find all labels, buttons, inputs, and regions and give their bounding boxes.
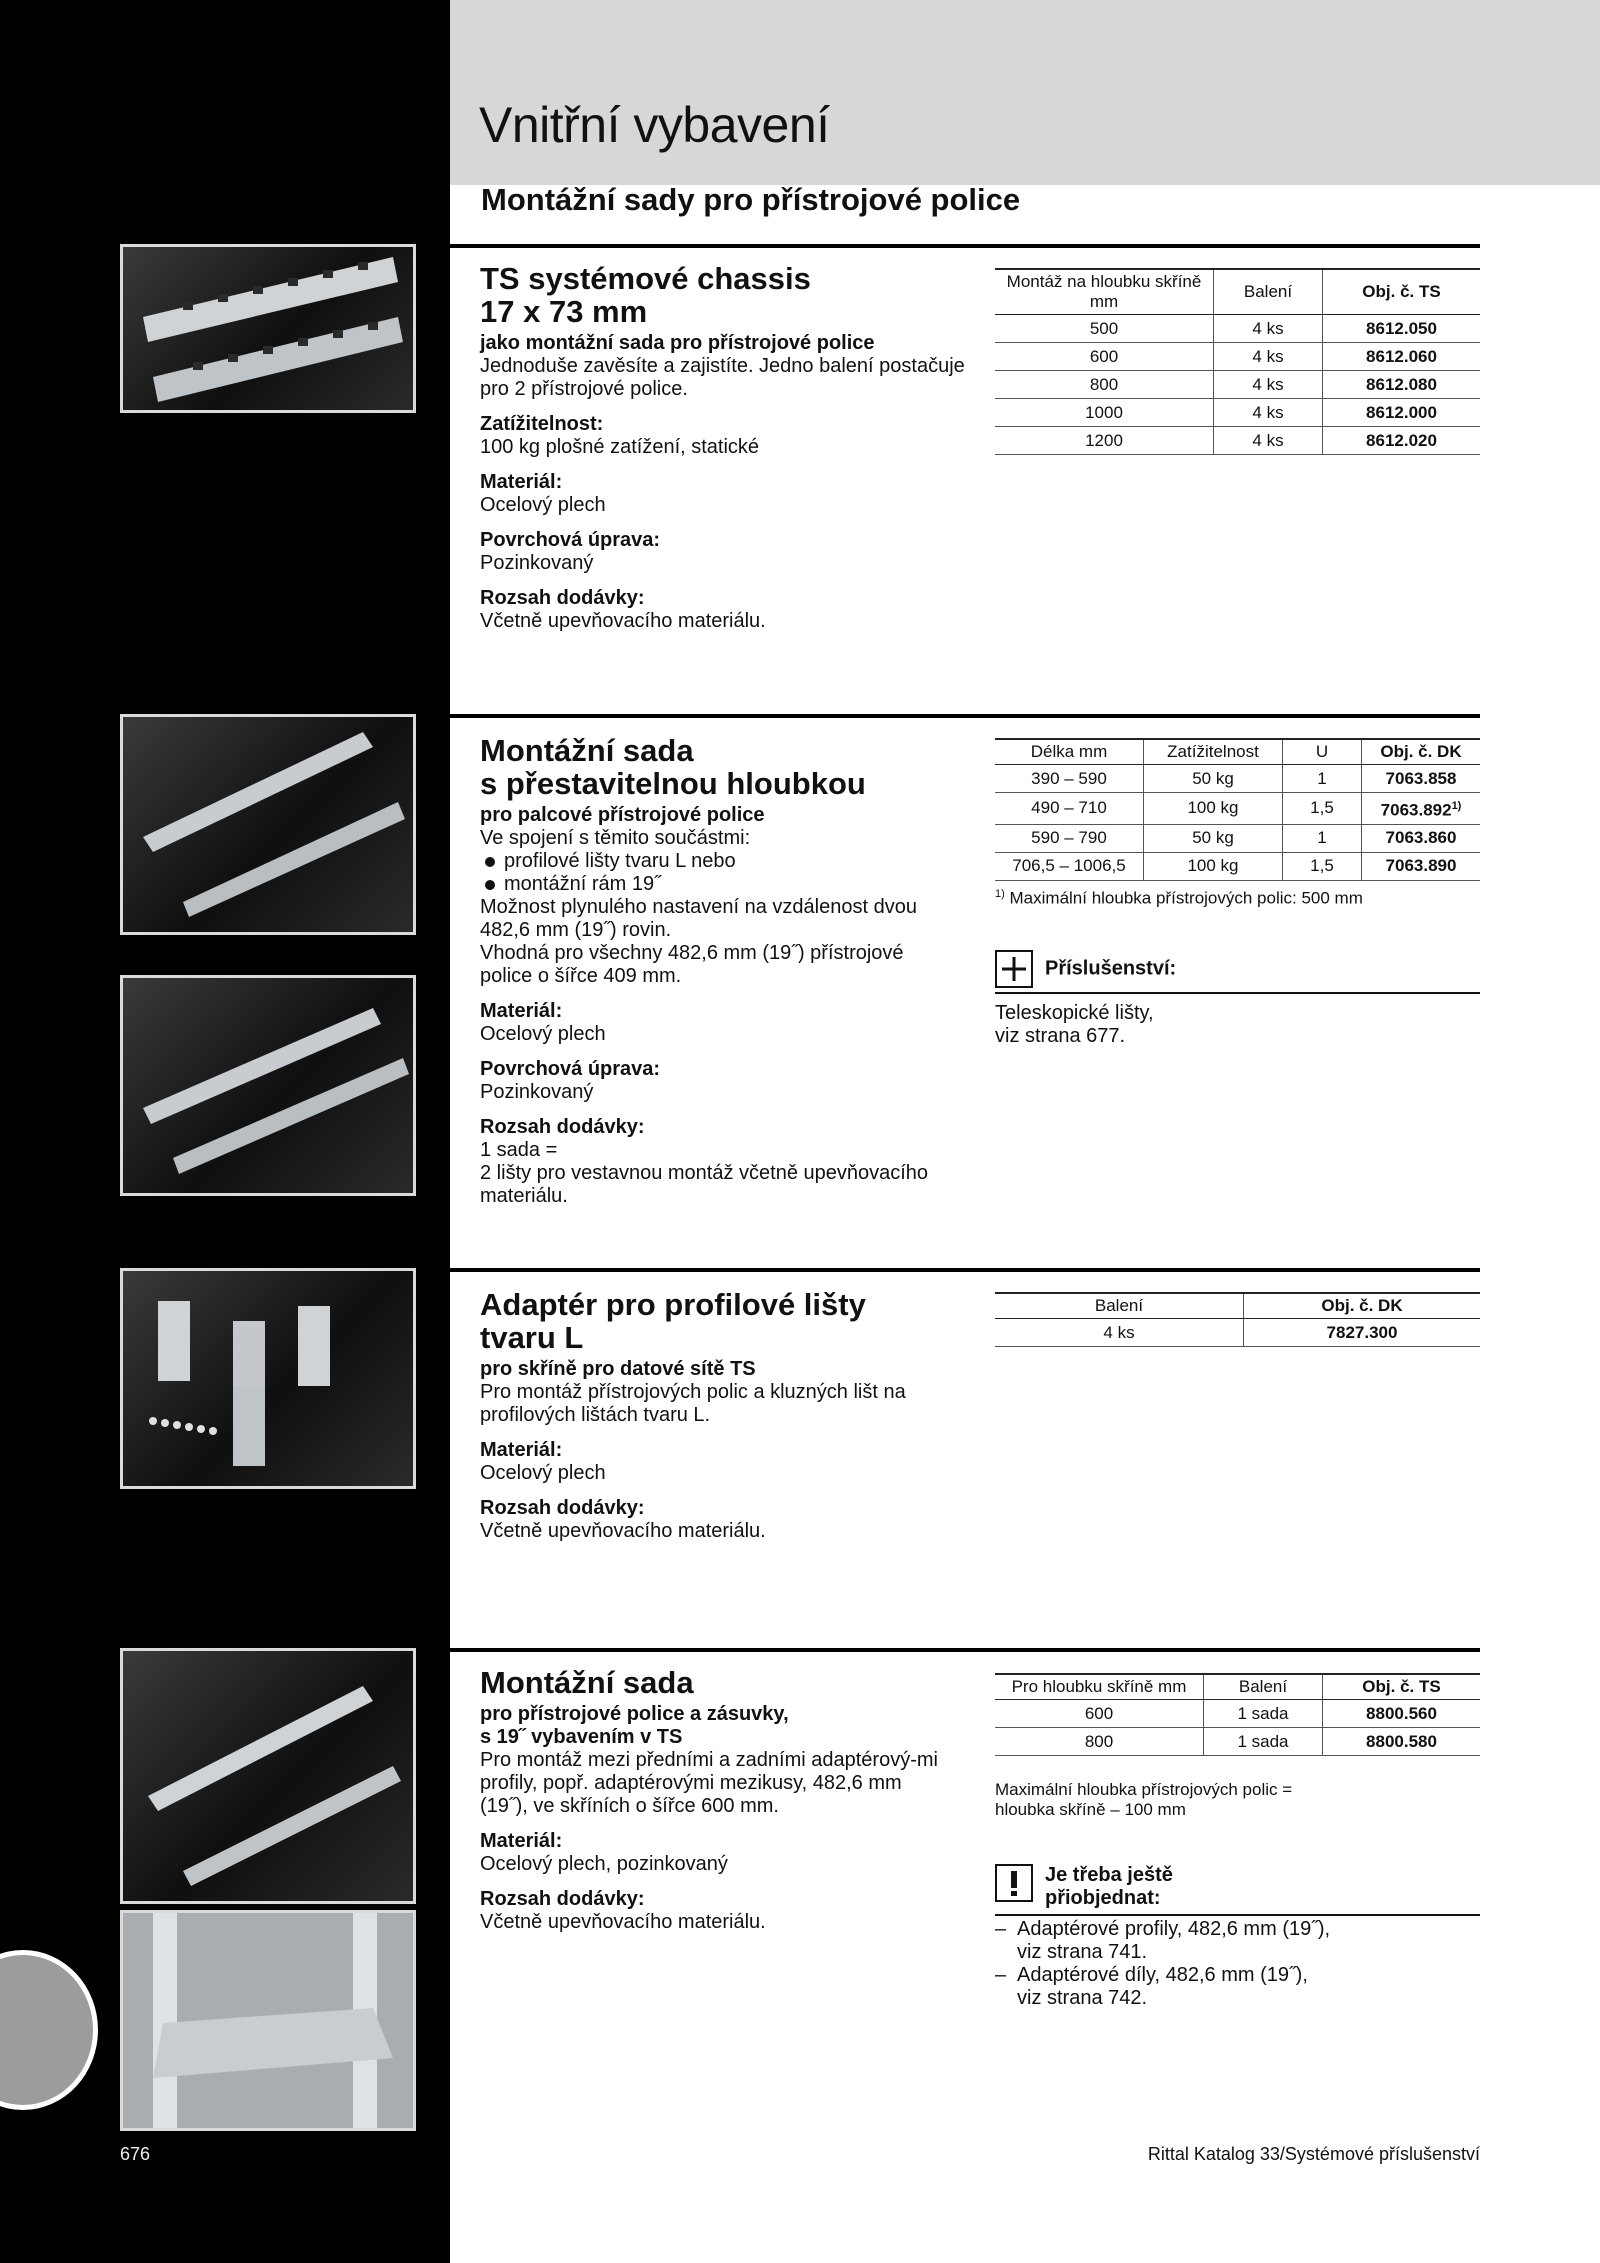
load-value: 100 kg plošné zatížení, statické xyxy=(480,436,760,458)
installed-illustration xyxy=(123,1913,413,2128)
table-cell: 8612.050 xyxy=(1323,315,1481,343)
section-heading: Montážní sada xyxy=(480,1665,694,1700)
table-header: Obj. č. TS xyxy=(1323,269,1481,315)
table-row xyxy=(995,315,1480,343)
depth-note: Maximální hloubka přístrojových polic = hloubka skříně – 100 mm xyxy=(995,1780,1293,1819)
table-row xyxy=(995,852,1480,880)
order-number: 7063.890 xyxy=(1385,856,1457,876)
adapter-illustration xyxy=(123,1271,413,1486)
material-value: Ocelový plech, pozinkovaný xyxy=(480,1853,728,1875)
table-header: Balení xyxy=(995,1293,1244,1319)
list-item xyxy=(995,1964,1330,2010)
table-header: Pro hloubku skříně mm xyxy=(995,1674,1204,1700)
plus-icon xyxy=(995,950,1033,988)
section-divider xyxy=(450,244,1480,248)
material-label: Materiál: xyxy=(480,1000,563,1022)
table-cell: 4 ks xyxy=(1214,371,1323,399)
footnote-mark: 1) xyxy=(1451,800,1462,812)
material-label: Materiál: xyxy=(480,471,563,493)
supply-label: Rozsah dodávky: xyxy=(480,1497,645,1519)
list-item: profilové lišty tvaru L nebo xyxy=(480,850,960,873)
surface-value: Pozinkovaný xyxy=(480,1081,594,1103)
supply-value: Včetně upevňovacího materiálu. xyxy=(480,1911,766,1933)
table-row xyxy=(995,1728,1480,1756)
table-cell: 390 – 590 xyxy=(995,765,1144,793)
surface-value: Pozinkovaný xyxy=(480,552,594,574)
supply-value: Včetně upevňovacího materiálu. xyxy=(480,610,766,632)
section-ts-chassis xyxy=(480,262,980,633)
table-cell: 8612.060 xyxy=(1323,343,1481,371)
heading-line: TS systémové chassis xyxy=(480,261,811,296)
supply-label: Rozsah dodávky: xyxy=(480,1116,645,1138)
table-cell: 600 xyxy=(995,1700,1204,1728)
table-cell xyxy=(1362,824,1481,852)
material-value: Ocelový plech xyxy=(480,1023,606,1045)
heading-line: tvaru L xyxy=(480,1320,584,1355)
accessory-line: Teleskopické lišty, xyxy=(995,1002,1154,1024)
label-line: Je třeba ještě xyxy=(1045,1864,1173,1886)
table-cell xyxy=(1362,793,1481,825)
order-table-adapter xyxy=(995,1292,1480,1347)
table-cell: 7827.300 xyxy=(1244,1319,1481,1347)
table-cell: 800 xyxy=(995,1728,1204,1756)
table-header: Obj. č. TS xyxy=(1323,1674,1481,1700)
section-heading xyxy=(480,734,960,800)
rails-illustration xyxy=(123,717,413,932)
section-heading xyxy=(480,262,980,328)
table-row xyxy=(995,765,1480,793)
order-number: 7063.892 xyxy=(1380,800,1452,820)
order-also-list xyxy=(995,1918,1330,2010)
product-photo-adapter xyxy=(120,1268,416,1489)
table-header: Obj. č. DK xyxy=(1244,1293,1481,1319)
heading-line: Adaptér pro profilové lišty xyxy=(480,1287,866,1322)
table-cell: 800 xyxy=(995,371,1214,399)
table-cell: 1,5 xyxy=(1283,852,1362,880)
table-row xyxy=(995,1700,1480,1728)
exclamation-icon xyxy=(995,1864,1033,1902)
footnote-text: Maximální hloubka přístrojových polic: 500 mm xyxy=(1009,888,1363,908)
list-item xyxy=(995,1918,1330,1964)
table-cell: 100 kg xyxy=(1144,852,1283,880)
section-subtitle: pro přístrojové police a zásuvky, xyxy=(480,1703,789,1725)
table-header: Balení xyxy=(1204,1674,1323,1700)
section-subtitle: s 19˝ vybavením v TS xyxy=(480,1726,683,1748)
label-line: přiobjednat: xyxy=(1045,1887,1161,1909)
section-description: Pro montáž přístrojových polic a kluzných lišt na profilových lištách tvaru L. xyxy=(480,1381,906,1426)
table-header: Montáž na hloubku skříně mm xyxy=(995,269,1214,315)
heading-line: s přestavitelnou hloubkou xyxy=(480,766,866,801)
accessories-header xyxy=(995,950,1480,994)
table-cell: 8800.580 xyxy=(1323,1728,1481,1756)
supply-value: Včetně upevňovacího materiálu. xyxy=(480,1520,766,1542)
table-header: Balení xyxy=(1214,269,1323,315)
table-row xyxy=(995,343,1480,371)
page-subtitle: Montážní sady pro přístrojové police xyxy=(481,182,1021,217)
table-cell: 100 kg xyxy=(1144,793,1283,825)
section-divider xyxy=(450,714,1480,718)
surface-label: Povrchová úprava: xyxy=(480,1058,661,1080)
table-cell: 8612.000 xyxy=(1323,399,1481,427)
table-cell: 490 – 710 xyxy=(995,793,1144,825)
component-list xyxy=(480,850,960,896)
table-row xyxy=(995,793,1480,825)
product-photo-rails-2 xyxy=(120,975,416,1196)
section-adjustable-depth xyxy=(480,734,960,1208)
order-number: 7063.860 xyxy=(1385,828,1457,848)
table-cell: 706,5 – 1006,5 xyxy=(995,852,1144,880)
table-cell: 600 xyxy=(995,343,1214,371)
supply-value: 1 sada = xyxy=(480,1139,558,1161)
table-cell: 8612.020 xyxy=(1323,427,1481,455)
product-photo-rails-1 xyxy=(120,714,416,935)
table-header-row xyxy=(995,739,1480,765)
item-line: viz strana 742. xyxy=(1017,1987,1148,2009)
accessories-text xyxy=(995,1002,1154,1048)
order-also-header xyxy=(995,1864,1480,1916)
material-label: Materiál: xyxy=(480,1439,563,1461)
supply-label: Rozsah dodávky: xyxy=(480,1888,645,1910)
material-label: Materiál: xyxy=(480,1830,563,1852)
item-line: viz strana 741. xyxy=(1017,1941,1148,1963)
section-description: Vhodná pro všechny 482,6 mm (19˝) přístrojové police o šířce 409 mm. xyxy=(480,942,904,987)
section-subtitle: pro skříně pro datové sítě TS xyxy=(480,1358,756,1380)
heading-line: 17 x 73 mm xyxy=(480,294,648,329)
section-divider xyxy=(450,1268,1480,1272)
section-description: Pro montáž mezi předními a zadními adaptérový-mi profily, popř. adaptérovými mezikusy, 482,6 mm (19˝), ve skříních o šířce 600 mm. xyxy=(480,1749,938,1817)
order-table-adjustable xyxy=(995,738,1480,881)
table-cell: 500 xyxy=(995,315,1214,343)
table-cell xyxy=(1362,765,1481,793)
table-header: Délka mm xyxy=(995,739,1144,765)
table-cell: 50 kg xyxy=(1144,824,1283,852)
table-row xyxy=(995,427,1480,455)
product-photo-mounting-set xyxy=(120,1648,416,1904)
table-header-row xyxy=(995,1674,1480,1700)
table-cell xyxy=(1362,852,1481,880)
surface-label: Povrchová úprava: xyxy=(480,529,661,551)
table-cell: 590 – 790 xyxy=(995,824,1144,852)
order-table-chassis xyxy=(995,268,1480,455)
section-divider xyxy=(450,1648,1480,1652)
table-header-row xyxy=(995,269,1480,315)
list-item: montážní rám 19˝ xyxy=(480,873,960,896)
table-header: U xyxy=(1283,739,1362,765)
item-line: Adaptérové díly, 482,6 mm (19˝), xyxy=(1017,1964,1308,1986)
section-heading xyxy=(480,1288,980,1354)
section-description: Jednoduše zavěsíte a zajistíte. Jedno balení postačuje pro 2 přístrojové police. xyxy=(480,355,965,400)
page-title: Vnitřní vybavení xyxy=(479,97,830,153)
table-header: Zatížitelnost xyxy=(1144,739,1283,765)
table-cell: 4 ks xyxy=(995,1319,1244,1347)
accessories-label: Příslušenství: xyxy=(1045,957,1177,980)
rails-illustration xyxy=(123,978,413,1193)
table-cell: 4 ks xyxy=(1214,343,1323,371)
table-cell: 4 ks xyxy=(1214,315,1323,343)
supply-label: Rozsah dodávky: xyxy=(480,587,645,609)
accessory-line: viz strana 677. xyxy=(995,1025,1126,1047)
supply-value: 2 lišty pro vestavnou montáž včetně upevňovacího materiálu. xyxy=(480,1162,929,1207)
table-cell: 1 xyxy=(1283,765,1362,793)
table-cell: 50 kg xyxy=(1144,765,1283,793)
section-adapter xyxy=(480,1288,980,1543)
table-cell: 4 ks xyxy=(1214,427,1323,455)
footer-catalog: Rittal Katalog 33/Systémové příslušenství xyxy=(1147,2144,1480,2164)
table-header-row xyxy=(995,1293,1480,1319)
table-row xyxy=(995,399,1480,427)
order-table-mounting-set xyxy=(995,1673,1480,1756)
table-cell: 8612.080 xyxy=(1323,371,1481,399)
mounting-set-illustration xyxy=(123,1651,413,1901)
table-cell: 1 xyxy=(1283,824,1362,852)
table-row xyxy=(995,371,1480,399)
load-label: Zatížitelnost: xyxy=(480,413,604,435)
chassis-illustration xyxy=(123,247,413,410)
product-photo-chassis xyxy=(120,244,416,413)
table-cell: 1 sada xyxy=(1204,1728,1323,1756)
section-subtitle: pro palcové přístrojové police xyxy=(480,804,765,826)
table-row xyxy=(995,1319,1480,1347)
table-cell: 8800.560 xyxy=(1323,1700,1481,1728)
page-number: 676 xyxy=(120,2144,151,2164)
product-photo-installed xyxy=(120,1910,416,2131)
header-gray-band xyxy=(450,0,1600,185)
table-cell: 1,5 xyxy=(1283,793,1362,825)
material-value: Ocelový plech xyxy=(480,494,606,516)
order-also-label xyxy=(1045,1864,1173,1910)
table-cell: 1000 xyxy=(995,399,1214,427)
table-header: Obj. č. DK xyxy=(1362,739,1481,765)
section-mounting-set xyxy=(480,1666,980,1934)
material-value: Ocelový plech xyxy=(480,1462,606,1484)
heading-line: Montážní sada xyxy=(480,733,694,768)
section-intro: Ve spojení s těmito součástmi: xyxy=(480,827,751,849)
item-line: Adaptérové profily, 482,6 mm (19˝), xyxy=(1017,1918,1331,1940)
footnote xyxy=(995,884,1363,909)
table-cell: 1 sada xyxy=(1204,1700,1323,1728)
table-cell: 4 ks xyxy=(1214,399,1323,427)
footnote-mark: 1) xyxy=(995,888,1005,900)
table-row xyxy=(995,824,1480,852)
table-cell: 1200 xyxy=(995,427,1214,455)
section-description: Možnost plynulého nastavení na vzdálenost dvou 482,6 mm (19˝) rovin. xyxy=(480,896,917,941)
order-number: 7063.858 xyxy=(1385,768,1457,788)
section-subtitle: jako montážní sada pro přístrojové police xyxy=(480,332,875,354)
